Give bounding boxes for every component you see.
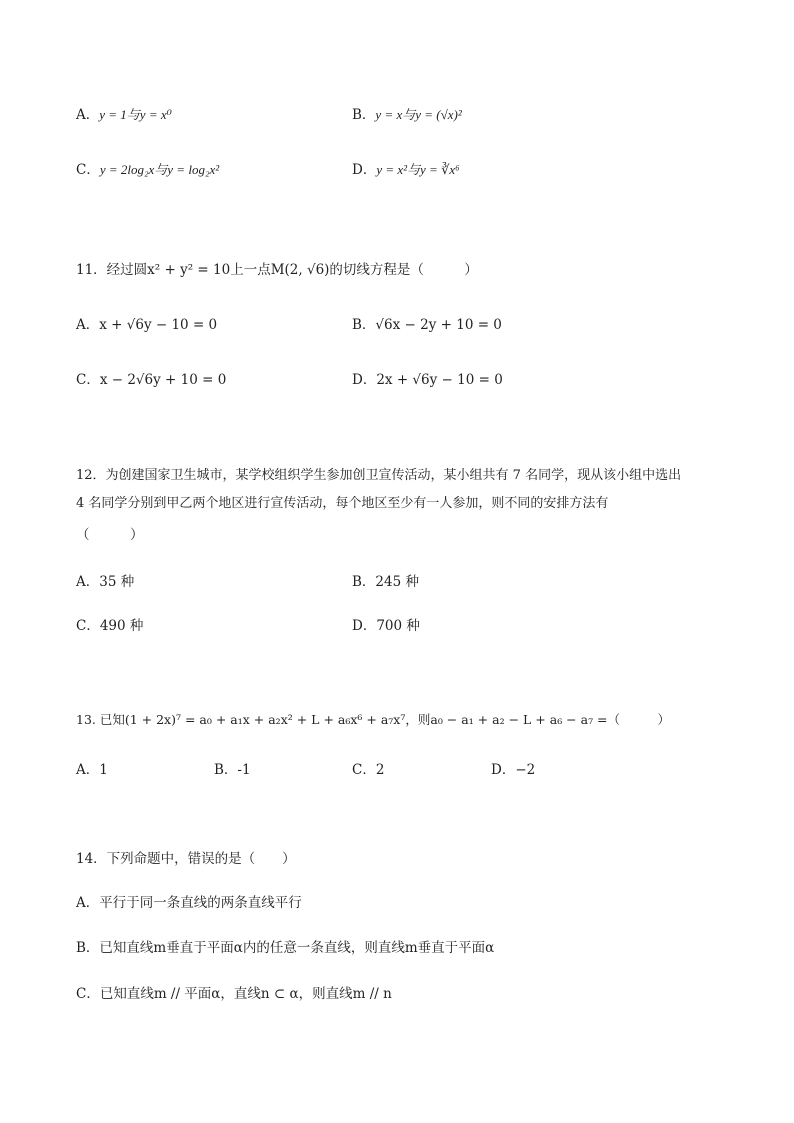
q10-option-d-math: y = x²与y = ∛x⁶ [376,162,460,177]
q12-option-b: B．245 种 [352,574,419,590]
q10-option-b [352,105,462,125]
q11-option-d: D．2x + √6y − 10 = 0 [352,372,503,388]
q10-option-a-math: y = 1与y = x⁰ [99,107,172,122]
q10-option-d-label: D． [352,162,377,178]
q11-option-c: C．x − 2√6y + 10 = 0 [76,372,227,388]
q10-option-b-label: B． [352,107,376,123]
q10-option-c-math: y = 2log₂x与y = log₂x² [99,162,220,177]
q11-stem: 11．经过圆x² + y² = 10上一点M(2, √6)的切线方程是（ ） [76,262,478,278]
q12-option-d: D．700 种 [352,618,420,634]
q13-option-c: C．2 [352,762,385,778]
q13-stem: 13. 已知(1 + 2x)⁷ = a₀ + a₁x + a₂x² + L + a₆x⁶ + a₇x⁷，则a₀ − a₁ + a₂ − L + a₆ − a₇ =（ ） [76,712,671,727]
q10-option-d [352,160,460,180]
q13-option-d: D．−2 [491,762,536,778]
q14-option-a: A．平行于同一条直线的两条直线平行 [76,895,302,911]
q13-option-b: B．-1 [214,762,251,778]
q12-stem-line3: （ ） [76,527,144,543]
q10-option-b-math: y = x与y = (√x)² [375,107,462,122]
q10-option-a-label: A． [76,107,100,123]
q11-option-a: A．x + √6y − 10 = 0 [76,317,218,333]
q12-option-a: A．35 种 [76,574,135,590]
q14-stem: 14．下列命题中，错误的是（ ） [76,851,296,867]
q11-option-b: B．√6x − 2y + 10 = 0 [352,317,502,333]
q10-option-c [76,160,219,180]
q13-option-a: A．1 [76,762,108,778]
q10-option-a [76,105,172,125]
q14-option-b: B．已知直线m垂直于平面α内的任意一条直线，则直线m垂直于平面α [76,940,495,956]
q12-stem-line1: 12．为创建国家卫生城市，某学校组织学生参加创卫宣传活动，某小组共有 7 名同学，现从该小组中选出 [76,468,682,483]
q12-option-c: C．490 种 [76,618,144,634]
q10-option-c-label: C． [76,162,100,178]
q14-option-c: C．已知直线m // 平面α，直线n ⊂ α，则直线m // n [76,986,392,1002]
q12-stem-line2: 4 名同学分别到甲乙两个地区进行宣传活动，每个地区至少有一人参加，则不同的安排方法有 [76,496,609,511]
